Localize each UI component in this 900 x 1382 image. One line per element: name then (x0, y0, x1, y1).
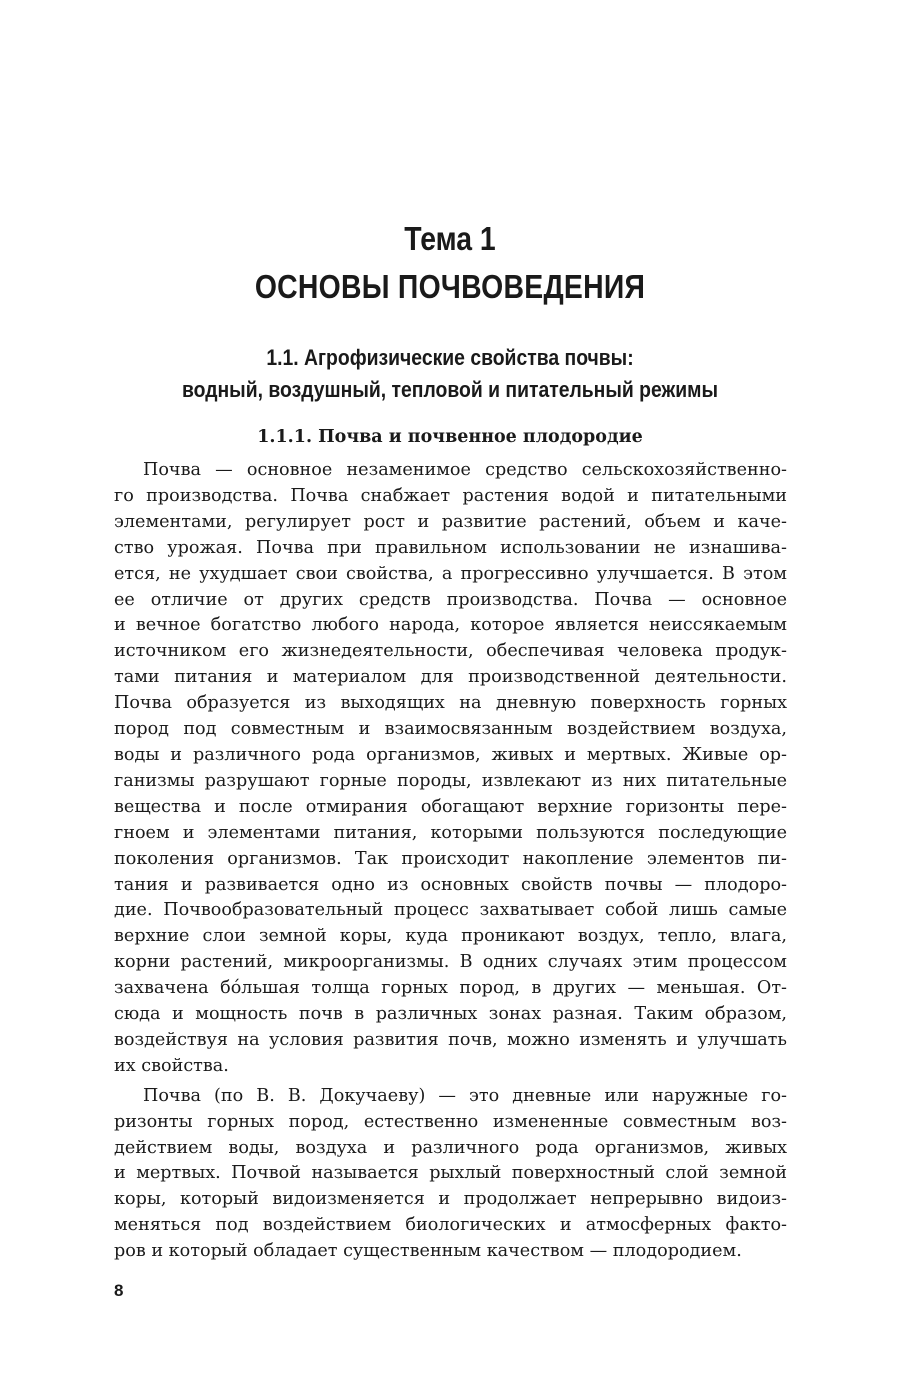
text-line: гноем и элементами питания, которыми пользуются последующие (114, 822, 787, 843)
text-line: Почва образуется из выходящих на дневную поверхность горных (114, 693, 787, 714)
page-number: 8 (114, 1281, 124, 1300)
text-line: ров и который обладает существенным качеством — плодородием. (114, 1241, 742, 1262)
text-line: верхние слои земной коры, куда проникают воздух, тепло, влага, (114, 926, 787, 947)
text-line: ризонты горных пород, естественно измененные совместным воз- (114, 1111, 787, 1132)
text-line: меняться под воздействием биологических и атмосферных факто- (114, 1215, 787, 1236)
text-line: ее отличие от других средств производства. Почва — основное (114, 589, 787, 610)
paragraph-2 (114, 1084, 787, 1265)
text-line: и вечное богатство любого народа, которое является неиссякаемым (114, 615, 787, 636)
text-line: сюда и мощность почв в различных зонах разная. Таким образом, (114, 1004, 787, 1025)
text-line: и мертвых. Почвой называется рыхлый поверхностный слой земной (114, 1163, 787, 1184)
text-line: действием воды, воздуха и различного рода организмов, живых (114, 1137, 787, 1158)
text-line: корни растений, микроорганизмы. В одних случаях этим процессом (114, 952, 787, 973)
text-line: пород под совместным и взаимосвязанным воздействием воздуха, (114, 719, 787, 740)
paragraph-1 (114, 458, 787, 1080)
text-line: элементами, регулирует рост и развитие растений, объем и каче- (114, 511, 787, 532)
text-line: ется, не ухудшает свои свойства, а прогрессивно улучшается. В этом (114, 563, 787, 584)
text-line: их свойства. (114, 1055, 229, 1076)
topic-title: ОСНОВЫ ПОЧВОВЕДЕНИЯ (254, 268, 646, 305)
section-heading (54, 342, 846, 406)
section-heading-line-1: 1.1. Агрофизические свойства почвы: (266, 345, 634, 370)
text-line: дие. Почвообразовательный процесс захватывает собой лишь самые (114, 900, 787, 921)
text-line: Почва — основное незаменимое средство сельскохозяйственно- (143, 460, 787, 480)
text-line: ство урожая. Почва при правильном использовании не изнашива- (114, 537, 787, 558)
text-line: коры, который видоизменяется и продолжает непрерывно видоиз- (114, 1189, 787, 1210)
subsection-heading: 1.1.1. Почва и почвенное плодородие (257, 427, 643, 447)
body-text (114, 458, 787, 1265)
text-line: захвачена бóльшая толща горных пород, в других — меньшая. От- (114, 978, 787, 999)
section-heading-line-2: водный, воздушный, тепловой и питательный режимы (181, 377, 719, 402)
text-line: ганизмы разрушают горные породы, извлекают из них питательные (114, 770, 787, 791)
text-line: тами питания и материалом для производственной деятельности. (114, 667, 787, 688)
text-line: воды и различного рода организмов, живых и мертвых. Живые ор- (114, 744, 787, 765)
text-line: вещества и после отмирания обогащают верхние горизонты пере- (114, 796, 787, 817)
text-line: Почва (по В. В. Докучаеву) — это дневные или наружные го- (143, 1085, 787, 1106)
text-line: тания и развивается одно из основных свойств почвы — плодоро- (114, 874, 787, 895)
text-line: воздействуя на условия развития почв, можно изменять и улучшать (114, 1029, 787, 1050)
text-line: поколения организмов. Так происходит накопление элементов пи- (114, 848, 787, 869)
topic-number: Тема 1 (404, 220, 496, 257)
text-line: источником его жизнедеятельности, обеспечивая человека продук- (114, 641, 787, 662)
text-line: го производства. Почва снабжает растения водой и питательными (114, 485, 787, 506)
